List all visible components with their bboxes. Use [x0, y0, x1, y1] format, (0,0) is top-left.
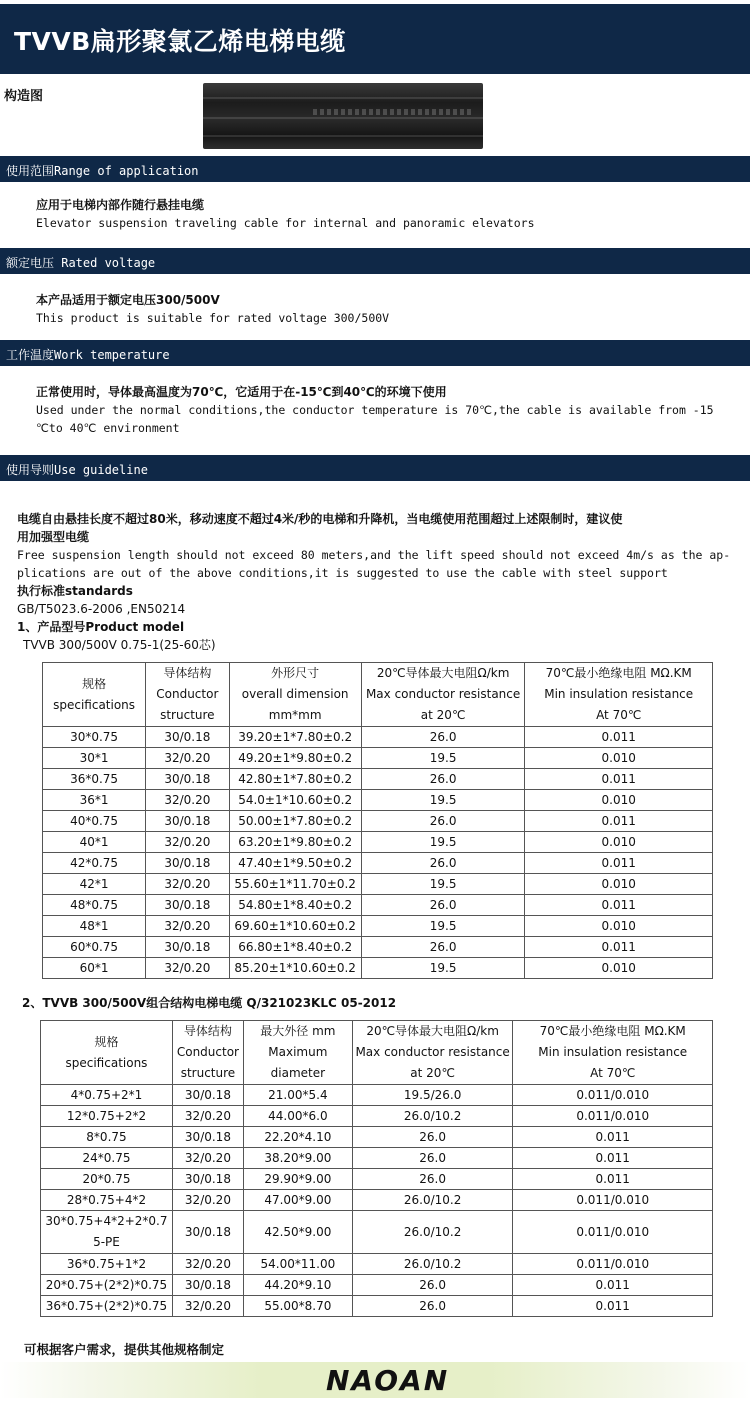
- standards-value: GB/T5023.6-2006 ,EN50214: [17, 602, 186, 616]
- table-cell: 29.90*9.00: [243, 1169, 352, 1190]
- table-cell: 26.0: [352, 1148, 513, 1169]
- guideline-text-cn1: 电缆自由悬挂长度不超过80米，移动速度不超过4米/秒的电梯和升降机，当电缆使用范围超过上述限制时，建议使: [17, 512, 623, 526]
- spec-table-2: [40, 1020, 713, 1317]
- table-cell: 26.0: [361, 853, 525, 874]
- col-header-dimension: 外形尺寸 overall dimension mm*mm: [229, 663, 361, 727]
- temperature-text-en1: Used under the normal conditions,the conductor temperature is 70℃,the cable is available from -15: [36, 403, 714, 417]
- cable-photo: [203, 83, 483, 149]
- table-cell: 36*1: [43, 790, 146, 811]
- table-row: [41, 1275, 713, 1296]
- table-cell: 49.20±1*9.80±0.2: [229, 748, 361, 769]
- table-row: [43, 958, 713, 979]
- table-cell: 0.011/0.010: [513, 1211, 713, 1254]
- table-cell: 0.011: [513, 1275, 713, 1296]
- table-cell: 85.20±1*10.60±0.2: [229, 958, 361, 979]
- table-cell: 32/0.20: [146, 958, 229, 979]
- range-text-cn: 应用于电梯内部作随行悬挂电缆: [36, 198, 205, 212]
- page-title: TVVB扁形聚氯乙烯电梯电缆: [14, 27, 346, 56]
- table-row: [43, 832, 713, 853]
- temperature-text: [36, 383, 714, 437]
- table-cell: 26.0/10.2: [352, 1211, 513, 1254]
- section-temperature-title: 工作温度Work temperature: [6, 348, 170, 362]
- table-cell: 36*0.75+1*2: [41, 1254, 173, 1275]
- table-cell: 0.011: [525, 811, 713, 832]
- table-cell: 20*0.75+(2*2)*0.75: [41, 1275, 173, 1296]
- structure-label: 构造图: [4, 89, 44, 104]
- table-row: [41, 1085, 713, 1106]
- guideline-text-en1: Free suspension length should not exceed 80 meters,and the lift speed should not exceed 4m/s as the ap-: [17, 548, 731, 562]
- section-range-title: 使用范围Range of application: [6, 164, 199, 178]
- table-cell: 22.20*4.10: [243, 1127, 352, 1148]
- table-cell: 66.80±1*8.40±0.2: [229, 937, 361, 958]
- col-header-insulation: 70℃最小绝缘电阻 MΩ.KM Min insulation resistance At 70℃: [525, 663, 713, 727]
- table-cell: 19.5/26.0: [352, 1085, 513, 1106]
- table-cell: 19.5: [361, 832, 525, 853]
- table-cell: 26.0: [361, 937, 525, 958]
- table-cell: 30*1: [43, 748, 146, 769]
- table-cell: 42.50*9.00: [243, 1211, 352, 1254]
- table-cell: 0.010: [525, 748, 713, 769]
- table-cell: 0.010: [525, 916, 713, 937]
- table-cell: 21.00*5.4: [243, 1085, 352, 1106]
- table-row: [43, 916, 713, 937]
- table-cell: 26.0: [352, 1127, 513, 1148]
- table-cell: 0.011/0.010: [513, 1085, 713, 1106]
- table-cell: 32/0.20: [172, 1148, 243, 1169]
- table-row: [41, 1169, 713, 1190]
- table-cell: 0.011: [513, 1296, 713, 1317]
- table-row: [43, 937, 713, 958]
- table-cell: 0.011: [525, 727, 713, 748]
- table-row: [41, 1211, 713, 1254]
- table-cell: 0.011: [525, 937, 713, 958]
- table-cell: 60*0.75: [43, 937, 146, 958]
- table-cell: 0.011: [513, 1169, 713, 1190]
- table-cell: 30/0.18: [172, 1085, 243, 1106]
- table-cell: 30/0.18: [172, 1169, 243, 1190]
- table-cell: 54.0±1*10.60±0.2: [229, 790, 361, 811]
- table-cell: 12*0.75+2*2: [41, 1106, 173, 1127]
- table-cell: 55.60±1*11.70±0.2: [229, 874, 361, 895]
- table-cell: 38.20*9.00: [243, 1148, 352, 1169]
- table-cell: 40*0.75: [43, 811, 146, 832]
- table-cell: 0.011: [513, 1148, 713, 1169]
- table-cell: 0.011/0.010: [513, 1106, 713, 1127]
- table-cell: 32/0.20: [146, 748, 229, 769]
- table-cell: 36*0.75: [43, 769, 146, 790]
- table-cell: 26.0: [361, 769, 525, 790]
- table2-heading: 2、TVVB 300/500V组合结构电梯电缆 Q/321023KLC 05-2012: [22, 996, 397, 1010]
- col-header-spec: 规格 specifications: [41, 1021, 173, 1085]
- table-cell: 54.80±1*8.40±0.2: [229, 895, 361, 916]
- table-cell: 8*0.75: [41, 1127, 173, 1148]
- table-cell: 36*0.75+(2*2)*0.75: [41, 1296, 173, 1317]
- section-range-bar: [0, 156, 750, 182]
- brand-logo: NAOAN: [326, 1364, 450, 1397]
- voltage-text-cn: 本产品适用于额定电压300/500V: [36, 293, 220, 307]
- table-cell: 19.5: [361, 874, 525, 895]
- spec-table-1: [42, 662, 713, 979]
- table-cell: 19.5: [361, 790, 525, 811]
- section-guideline-bar: [0, 455, 750, 481]
- table-cell: 26.0: [352, 1169, 513, 1190]
- table-cell: 30/0.18: [146, 727, 229, 748]
- col-header-resistance: 20℃导体最大电阻Ω/km Max conductor resistance at 20℃: [361, 663, 525, 727]
- logo-band: [0, 1362, 750, 1398]
- table-cell: 20*0.75: [41, 1169, 173, 1190]
- table-cell: 32/0.20: [146, 790, 229, 811]
- range-text-en: Elevator suspension traveling cable for internal and panoramic elevators: [36, 216, 535, 230]
- table-cell: 30/0.18: [172, 1275, 243, 1296]
- table-cell: 30/0.18: [146, 811, 229, 832]
- section-voltage-bar: [0, 248, 750, 274]
- table-cell: 26.0: [352, 1275, 513, 1296]
- table-cell: 4*0.75+2*1: [41, 1085, 173, 1106]
- table-row: [43, 895, 713, 916]
- temperature-text-en2: ℃to 40℃ environment: [36, 421, 180, 435]
- section-voltage-title: 额定电压 Rated voltage: [6, 256, 156, 270]
- table-cell: 32/0.20: [172, 1106, 243, 1127]
- table-row: [43, 811, 713, 832]
- table-cell: 32/0.20: [172, 1190, 243, 1211]
- table-row: [41, 1296, 713, 1317]
- table-cell: 30/0.18: [172, 1127, 243, 1148]
- guideline-text-cn2: 用加强型电缆: [17, 530, 90, 544]
- table-cell: 19.5: [361, 916, 525, 937]
- table-cell: 47.00*9.00: [243, 1190, 352, 1211]
- guideline-text-en2: plications are out of the above conditions,it is suggested to use the cable with steel support: [17, 566, 668, 580]
- table-cell: 26.0: [361, 727, 525, 748]
- table-cell: 0.011/0.010: [513, 1190, 713, 1211]
- table-cell: 48*1: [43, 916, 146, 937]
- table-row: [43, 790, 713, 811]
- table-cell: 26.0/10.2: [352, 1106, 513, 1127]
- table-cell: 26.0/10.2: [352, 1190, 513, 1211]
- table-cell: 48*0.75: [43, 895, 146, 916]
- table-cell: 40*1: [43, 832, 146, 853]
- table-row: [41, 1106, 713, 1127]
- table-cell: 0.010: [525, 832, 713, 853]
- table-cell: 30*0.75+4*2+2*0.7 5-PE: [41, 1211, 173, 1254]
- table-cell: 26.0: [361, 811, 525, 832]
- table-row: [43, 853, 713, 874]
- temperature-text-cn: 正常使用时，导体最高温度为70℃，它适用于在-15℃到40℃的环境下使用: [36, 385, 447, 399]
- table-cell: 0.011: [525, 853, 713, 874]
- table-row: [41, 1254, 713, 1275]
- table-cell: 26.0/10.2: [352, 1254, 513, 1275]
- table-cell: 32/0.20: [146, 832, 229, 853]
- col-header-insulation: 70℃最小绝缘电阻 MΩ.KM Min insulation resistance At 70℃: [513, 1021, 713, 1085]
- table-row: [43, 769, 713, 790]
- table-cell: 30*0.75: [43, 727, 146, 748]
- table-cell: 0.010: [525, 874, 713, 895]
- table-cell: 44.00*6.0: [243, 1106, 352, 1127]
- col-header-diameter: 最大外径 mm Maximum diameter: [243, 1021, 352, 1085]
- table-cell: 19.5: [361, 748, 525, 769]
- table-cell: 30/0.18: [146, 937, 229, 958]
- guideline-text: [17, 510, 737, 654]
- table-cell: 55.00*8.70: [243, 1296, 352, 1317]
- col-header-conductor: 导体结构 Conductor structure: [172, 1021, 243, 1085]
- table-cell: 19.5: [361, 958, 525, 979]
- table-cell: 30/0.18: [146, 853, 229, 874]
- table-cell: 44.20*9.10: [243, 1275, 352, 1296]
- table-row: [43, 874, 713, 895]
- table-cell: 0.011: [525, 769, 713, 790]
- table-cell: 42*0.75: [43, 853, 146, 874]
- table-cell: 30/0.18: [172, 1211, 243, 1254]
- table-cell: 32/0.20: [172, 1296, 243, 1317]
- table-cell: 30/0.18: [146, 895, 229, 916]
- standards-label: 执行标准standards: [17, 584, 133, 598]
- footer-note: 可根据客户需求，提供其他规格制定: [24, 1342, 225, 1357]
- table-row: [41, 1148, 713, 1169]
- table-row: [41, 1190, 713, 1211]
- page-title-bar: [0, 4, 750, 74]
- table-cell: 26.0: [352, 1296, 513, 1317]
- product-model-heading: 1、产品型号Product model: [17, 620, 185, 634]
- table-cell: 69.60±1*10.60±0.2: [229, 916, 361, 937]
- table-cell: 63.20±1*9.80±0.2: [229, 832, 361, 853]
- table-header-row: [43, 663, 713, 727]
- col-header-conductor: 导体结构 Conductor structure: [146, 663, 229, 727]
- table-cell: 50.00±1*7.80±0.2: [229, 811, 361, 832]
- table-cell: 0.011: [513, 1127, 713, 1148]
- table-cell: 32/0.20: [146, 874, 229, 895]
- table-cell: 24*0.75: [41, 1148, 173, 1169]
- product-model-value: TVVB 300/500V 0.75-1(25-60芯): [23, 638, 216, 652]
- range-text: [36, 196, 535, 232]
- table-row: [43, 748, 713, 769]
- section-guideline-title: 使用导则Use guideline: [6, 463, 148, 477]
- voltage-text-en: This product is suitable for rated voltage 300/500V: [36, 311, 390, 325]
- table-cell: 47.40±1*9.50±0.2: [229, 853, 361, 874]
- col-header-spec: 规格 specifications: [43, 663, 146, 727]
- table-cell: 0.011: [525, 895, 713, 916]
- table-row: [41, 1127, 713, 1148]
- table-cell: 26.0: [361, 895, 525, 916]
- table-cell: 42*1: [43, 874, 146, 895]
- table-cell: 0.010: [525, 790, 713, 811]
- table-cell: 42.80±1*7.80±0.2: [229, 769, 361, 790]
- table-cell: 0.010: [525, 958, 713, 979]
- table-cell: 60*1: [43, 958, 146, 979]
- voltage-text: [36, 291, 389, 327]
- table-header-row: [41, 1021, 713, 1085]
- table-cell: 28*0.75+4*2: [41, 1190, 173, 1211]
- col-header-resistance: 20℃导体最大电阻Ω/km Max conductor resistance at 20℃: [352, 1021, 513, 1085]
- table-cell: 30/0.18: [146, 769, 229, 790]
- section-temperature-bar: [0, 340, 750, 366]
- table-cell: 54.00*11.00: [243, 1254, 352, 1275]
- table-row: [43, 727, 713, 748]
- table-cell: 32/0.20: [146, 916, 229, 937]
- table-cell: 32/0.20: [172, 1254, 243, 1275]
- table-cell: 39.20±1*7.80±0.2: [229, 727, 361, 748]
- table-cell: 0.011/0.010: [513, 1254, 713, 1275]
